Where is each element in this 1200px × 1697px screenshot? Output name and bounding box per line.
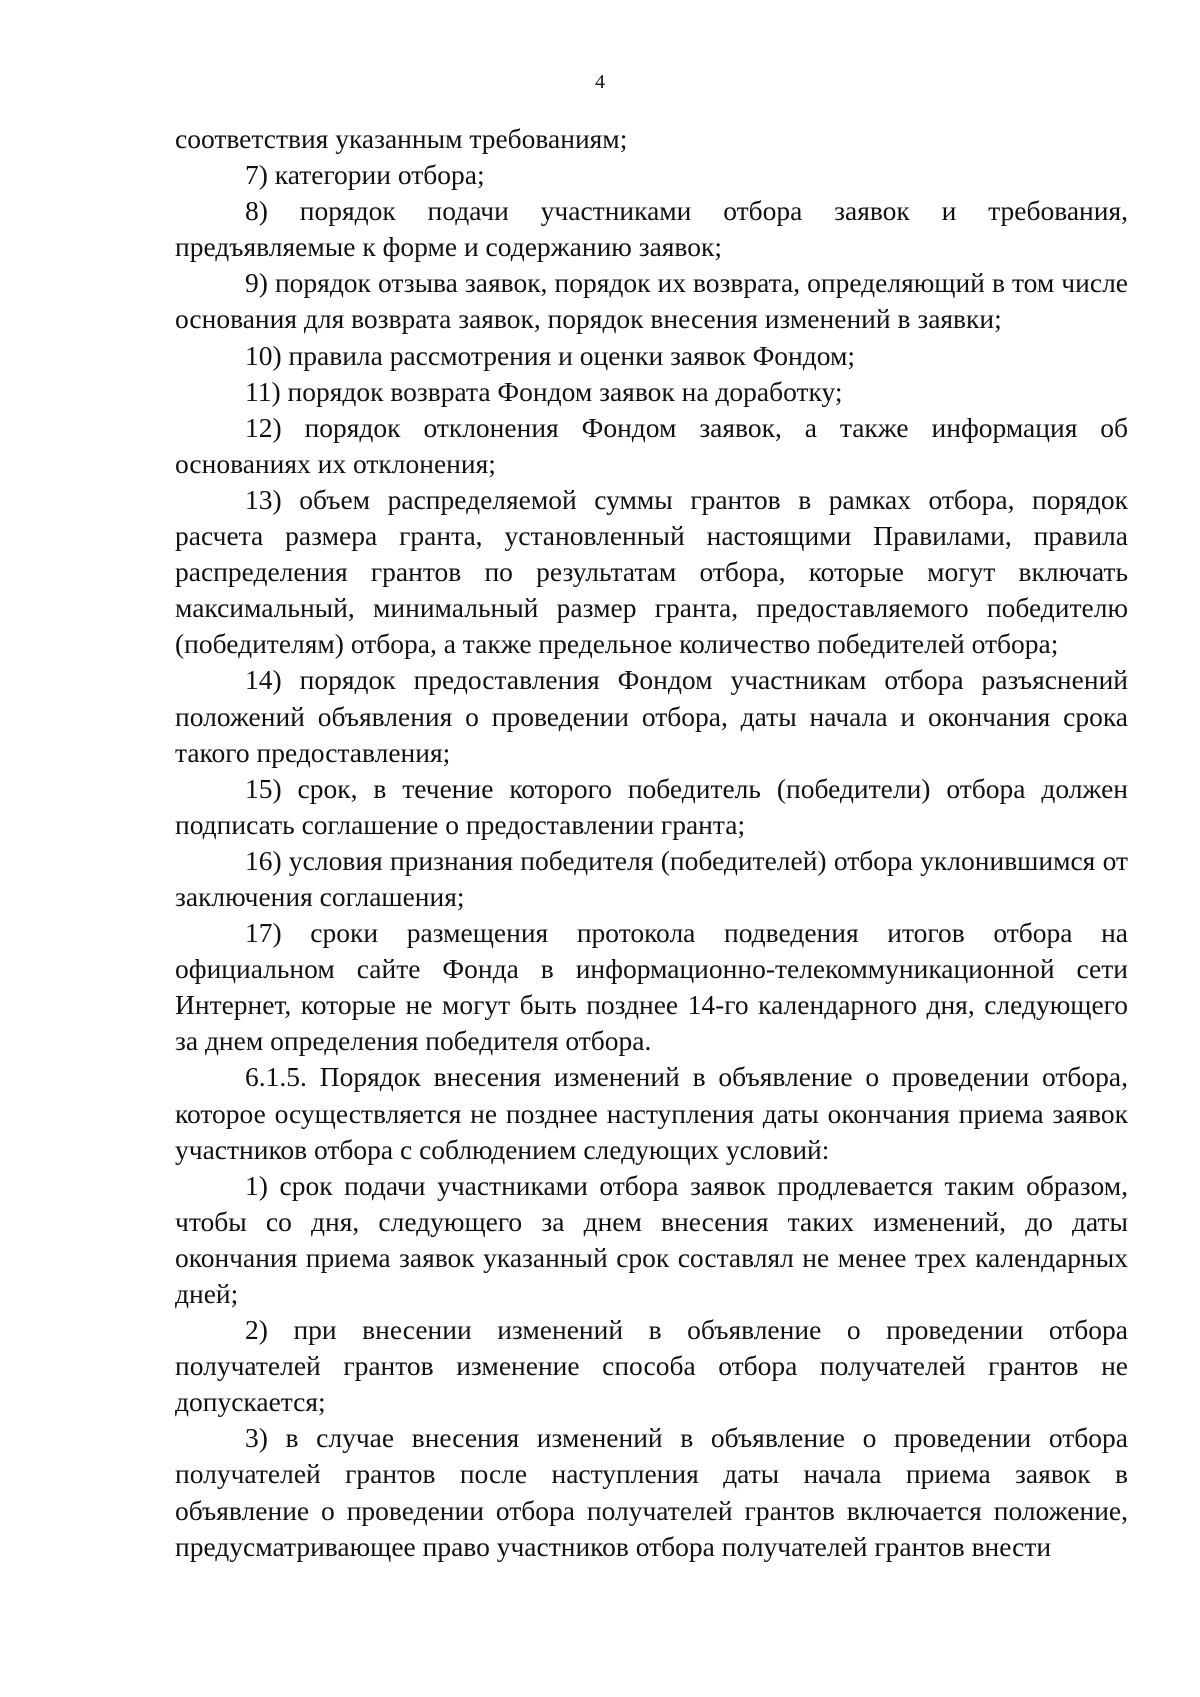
list-item-14: 14) порядок предоставления Фондом участникам отбора разъяснений положений объявления о проведении отбора, даты начала и окончания срока такого предоставления; (175, 664, 1128, 768)
list-item-8: 8) порядок подачи участниками отбора заявок и требования, предъявляемые к форме и содержанию заявок; (175, 195, 1128, 263)
list-item-11: 11) порядок возврата Фондом заявок на доработку; (245, 375, 843, 407)
list-item-12: 12) порядок отклонения Фондом заявок, а также информация об основаниях их отклонения; (175, 411, 1128, 479)
list-item-10: 10) правила рассмотрения и оценки заявок Фондом; (245, 339, 856, 371)
paragraph-continuation: соответствия указанным требованиям; (175, 123, 628, 154)
document-body (175, 121, 1128, 1565)
page-number: 4 (595, 71, 605, 93)
list-item-7: 7) категории отбора; (245, 159, 485, 191)
section-6-1-5: 6.1.5. Порядок внесения изменений в объявление о проведении отбора, которое осуществляется не позднее наступления даты окончания приема заявок участников отбора с соблюдением следующих условий: (175, 1061, 1128, 1165)
condition-item-1: 1) срок подачи участниками отбора заявок продлевается таким образом, чтобы со дня, следующего за днем внесения таких изменений, до даты окончания приема заявок указанный срок составлял не менее трех календарных дней; (175, 1169, 1128, 1309)
list-item-16: 16) условия признания победителя (победителей) отбора уклонившимся от заключения соглашения; (175, 844, 1128, 912)
list-item-15: 15) срок, в течение которого победитель (победители) отбора должен подписать соглашение о предоставлении гранта; (175, 772, 1128, 840)
list-item-9: 9) порядок отзыва заявок, порядок их возврата, определяющий в том числе основания для возврата заявок, порядок внесения изменений в заявки; (175, 267, 1128, 335)
list-item-17: 17) сроки размещения протокола подведения итогов отбора на официальном сайте Фонда в информационно-телекоммуникационной сети Интернет, которые не могут быть позднее 14-го календарного дня, следующего за днем определения победителя отбора. (175, 917, 1128, 1057)
list-item-13: 13) объем распределяемой суммы грантов в рамках отбора, порядок расчета размера гранта, установленный настоящими Правилами, правила распределения грантов по результатам отбора, которые могут включать максимальный, минимальный размер гранта, предоставляемого победителю (победителям) отбора, а также предельное количество победителей отбора; (175, 483, 1128, 660)
condition-item-2: 2) при внесении изменений в объявление о проведении отбора получателей грантов изменение способа отбора получателей грантов не допускается; (175, 1314, 1128, 1418)
condition-item-3: 3) в случае внесения изменений в объявление о проведении отбора получателей грантов после наступления даты начала приема заявок в объявление о проведении отбора получателей грантов включается положение, предусматривающее право участников отбора получателей грантов внести (175, 1422, 1128, 1562)
